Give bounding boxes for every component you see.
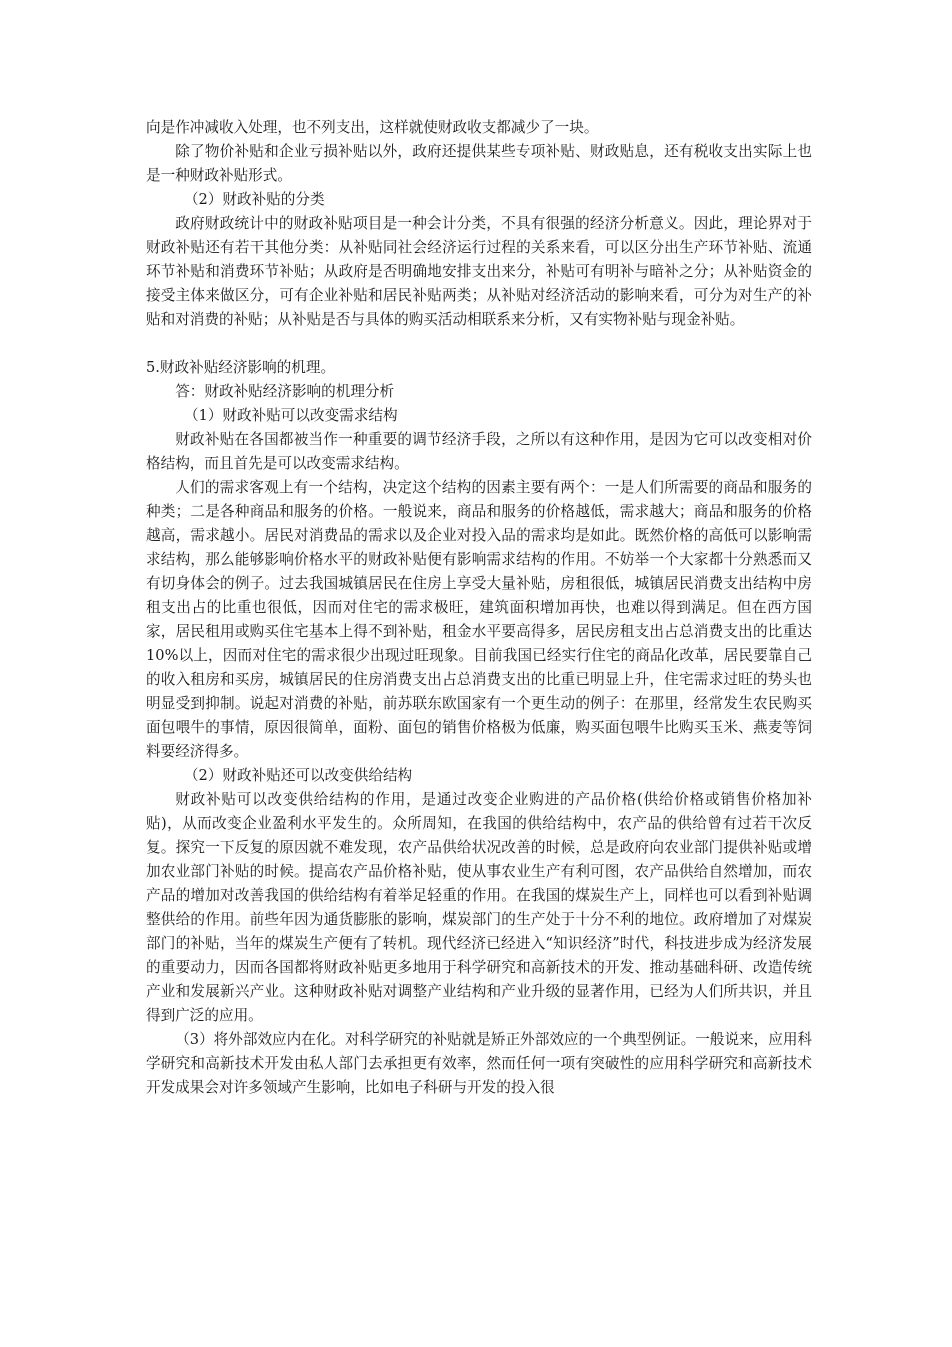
subheading-classification: （2）财政补贴的分类 xyxy=(183,191,325,208)
subheading-supply: （2）财政补贴还可以改变供给结构 xyxy=(183,767,413,784)
paragraph-12: （3）将外部效应内在化。对科学研究的补贴就是矫正外部效应的一个典型例证。一般说来，应用科学研究和高新技术开发由私人部门去承担更有效率，然而任何一项有突破性的应用科学研究和高新技术开发成果会对许多领域产生影响，比如电子科研与开发的投入很 xyxy=(146,1031,813,1096)
blank-line xyxy=(146,332,812,356)
paragraph-1: 除了物价补贴和企业亏损补贴以外，政府还提供某些专项补贴、财政贴息，还有税收支出实际上也是一种财政补贴形式。 xyxy=(146,143,812,184)
answer-intro: 答：财政补贴经济影响的机理分析 xyxy=(175,383,395,400)
paragraph-9: 人们的需求客观上有一个结构，决定这个结构的因素主要有两个：一是人们所需要的商品和服务的种类；二是各种商品和服务的价格。一般说来，商品和服务的价格越低，需求越大；商品和服务的价格越高，需求越小。居民对消费品的需求以及企业对投入品的需求均是如此。既然价格的高低可以影响需求结构，那么能够影响价格水平的财政补贴便有影响需求结构的作用。不妨举一个大家都十分熟悉而又有切身体会的例子。过去我国城镇居民在住房上享受大量补贴，房租很低，城镇居民消费支出结构中房租支出占的比重也很低，因而对住宅的需求极旺，建筑面积增加再快，也难以得到满足。但在西方国家，居民租用或购买住宅基本上得不到补贴，租金水平要高得多，居民房租支出占总消费支出的比重达 10%以上，因而对住宅的需求很少出现过旺现象。目前我国已经实行住宅的商品化改革，居民要靠自己的收入租房和买房，城镇居民的住房消费支出占总消费支出的比重已明显上升，住宅需求过旺的势头也明显受到抑制。说起对消费的补贴，前苏联东欧国家有一个更生动的例子：在那里，经常发生农民购买面包喂牛的事情，原因很简单，面粉、面包的销售价格极为低廉，购买面包喂牛比购买玉米、燕麦等饲料要经济得多。 xyxy=(146,479,812,760)
document-body xyxy=(146,116,812,1100)
section-heading-5: 5.财政补贴经济影响的机理。 xyxy=(146,359,336,376)
paragraph-3: 政府财政统计中的财政补贴项目是一种会计分类，不具有很强的经济分析意义。因此，理论界对于财政补贴还有若干其他分类：从补贴同社会经济运行过程的关系来看，可以区分出生产环节补贴、流通环节补贴和消费环节补贴；从政府是否明确地安排支出来分，补贴可有明补与暗补之分；从补贴资金的接受主体来做区分，可有企业补贴和居民补贴两类；从补贴对经济活动的影响来看，可分为对生产的补贴和对消费的补贴；从补贴是否与具体的购买活动相联系来分析，又有实物补贴与现金补贴。 xyxy=(146,215,812,328)
subheading-demand: （1）财政补贴可以改变需求结构 xyxy=(183,407,398,424)
paragraph-8: 财政补贴在各国都被当作一种重要的调节经济手段，之所以有这种作用，是因为它可以改变相对价格结构，而且首先是可以改变需求结构。 xyxy=(146,431,812,472)
paragraph-11: 财政补贴可以改变供给结构的作用，是通过改变企业购进的产品价格(供给价格或销售价格加补贴)，从而改变企业盈利水平发生的。众所周知，在我国的供给结构中，农产品的供给曾有过若干次反复。探究一下反复的原因就不难发现，农产品供给状况改善的时候，总是政府向农业部门提供补贴或增加农业部门补贴的时候。提高农产品价格补贴，使从事农业生产有利可图，农产品供给自然增加，而农产品的增加对改善我国的供给结构有着举足轻重的作用。在我国的煤炭生产上，同样也可以看到补贴调整供给的作用。前些年因为通货膨胀的影响，煤炭部门的生产处于十分不利的地位。政府增加了对煤炭部门的补贴，当年的煤炭生产便有了转机。现代经济已经进入“知识经济”时代，科技进步成为经济发展的重要动力，因而各国都将财政补贴更多地用于科学研究和高新技术的开发、推动基础科研、改造传统产业和发展新兴产业。这种财政补贴对调整产业结构和产业升级的显著作用，已经为人们所共识，并且得到广泛的应用。 xyxy=(146,791,812,1024)
paragraph-0: 向是作冲减收入处理，也不列支出，这样就使财政收支都减少了一块。 xyxy=(146,119,599,136)
